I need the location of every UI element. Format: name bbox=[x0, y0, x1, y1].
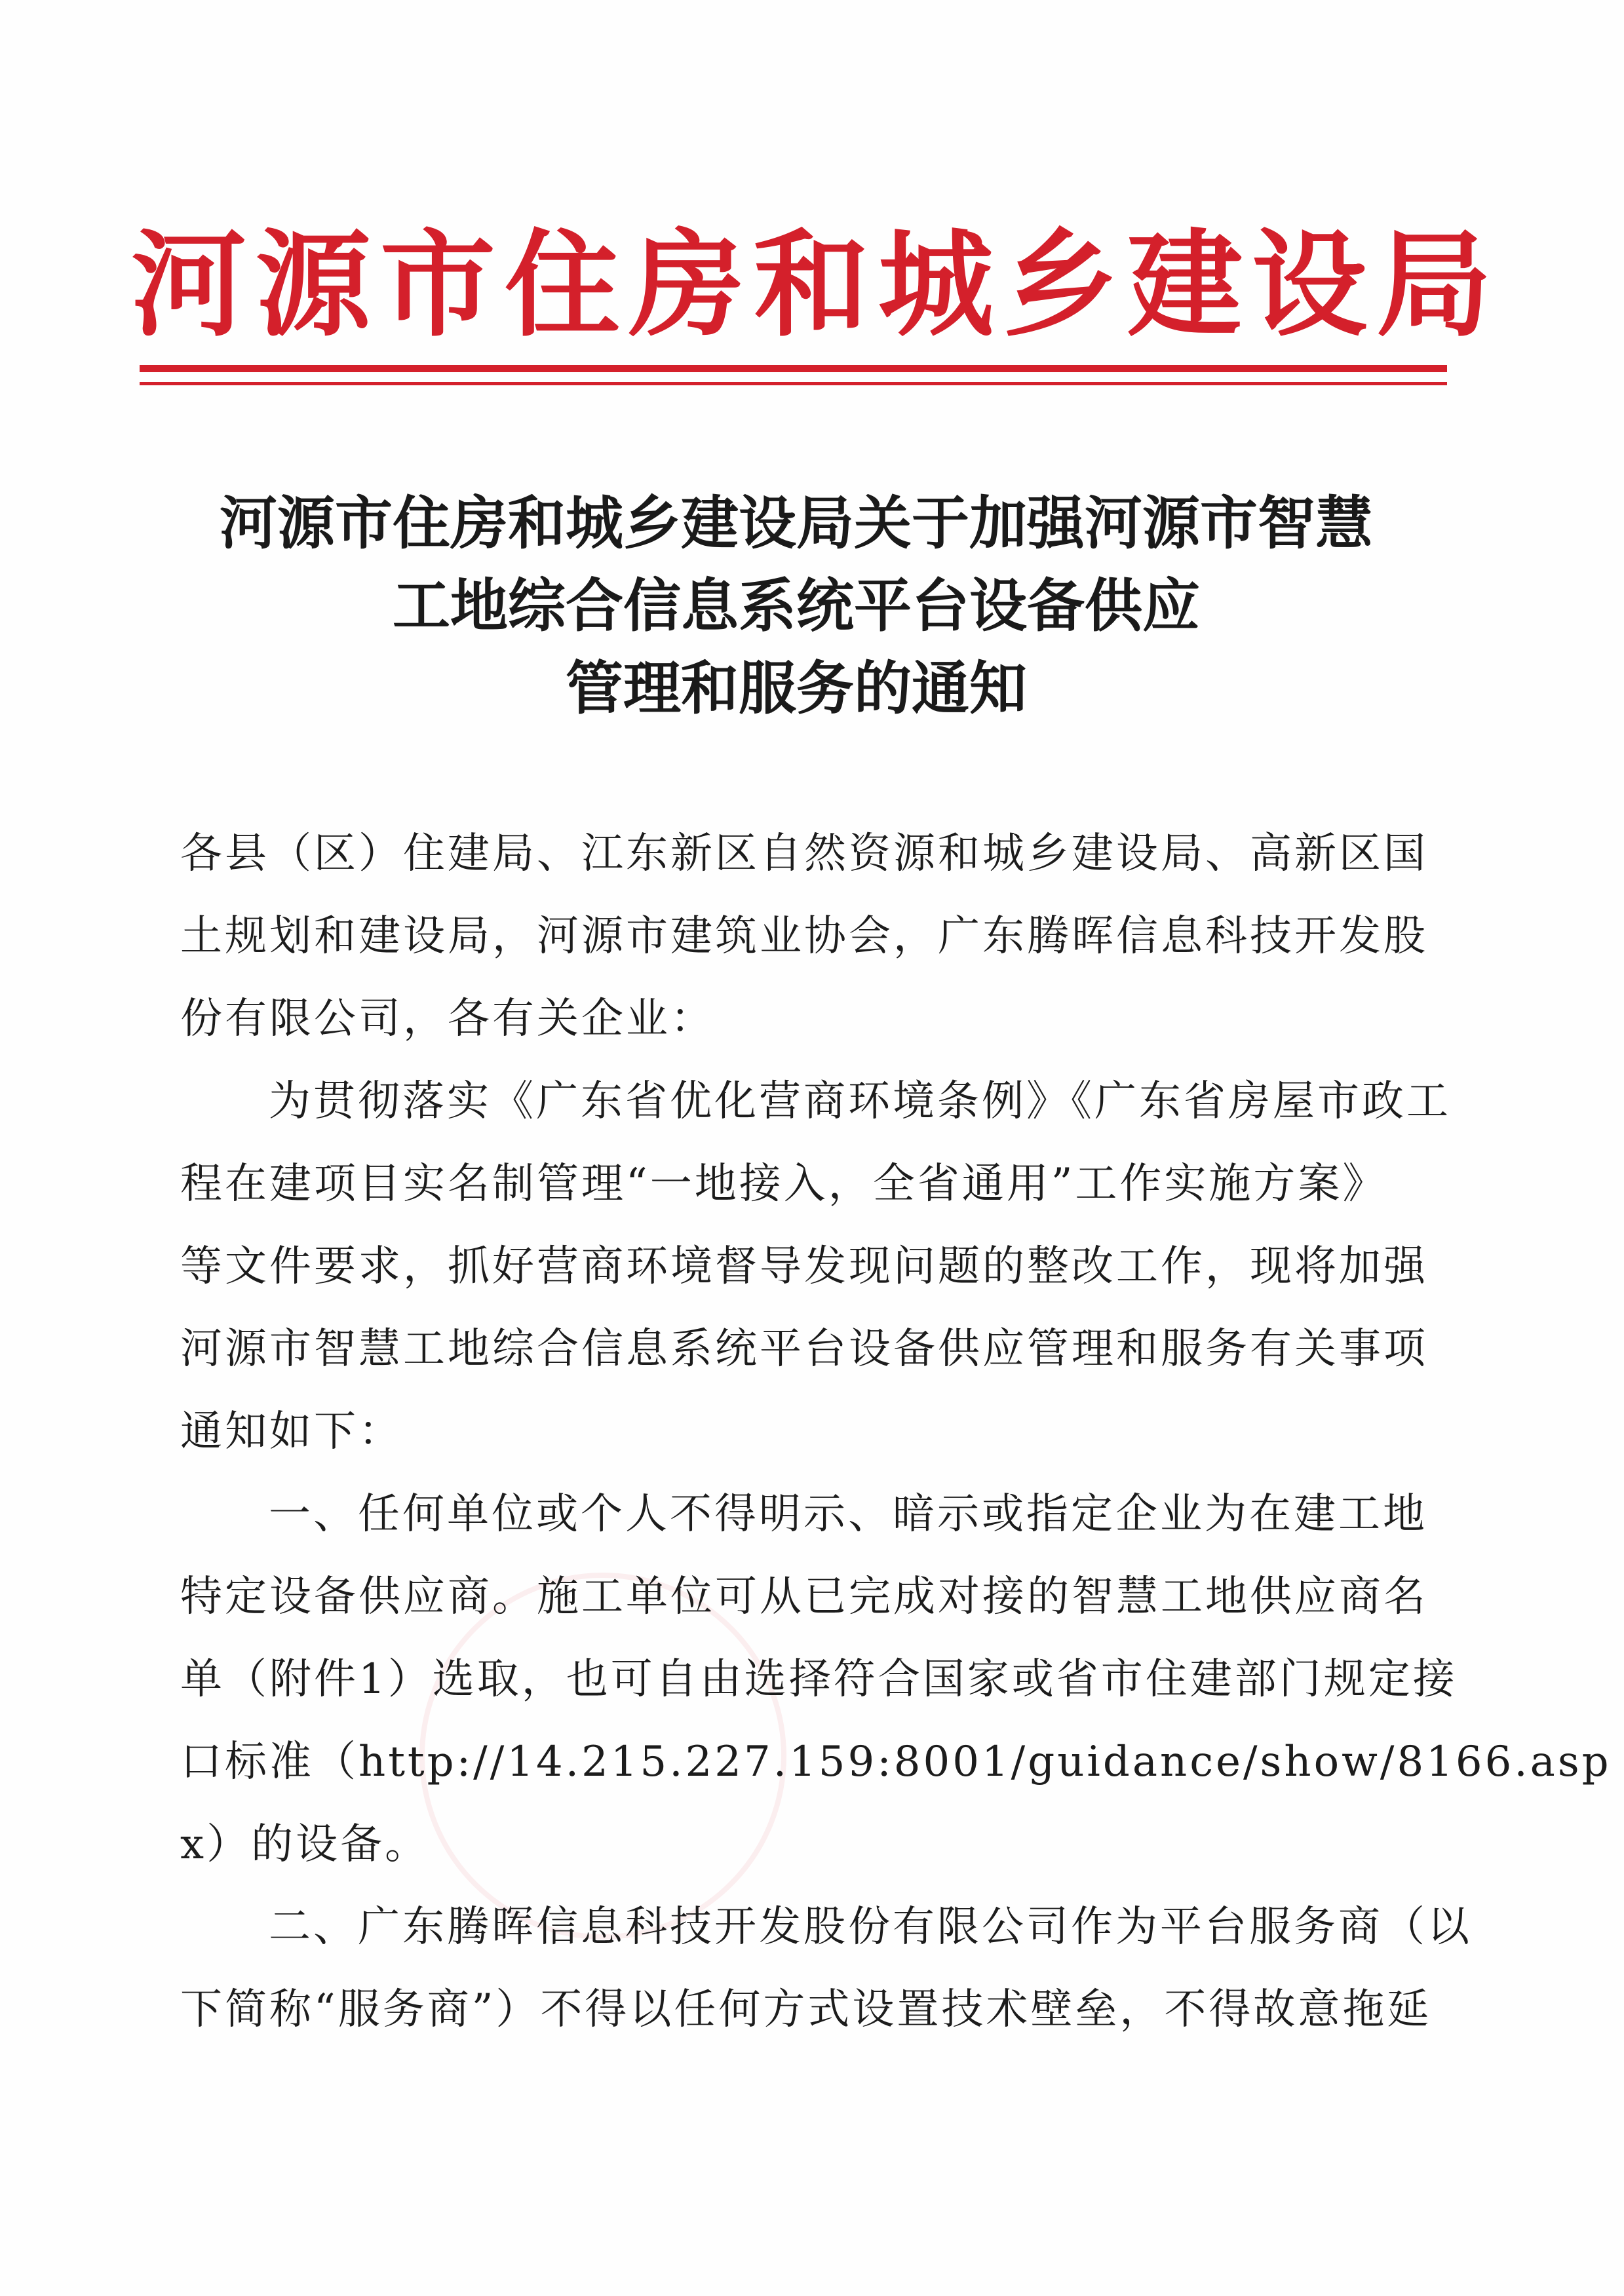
document-body bbox=[180, 813, 1612, 2051]
paragraph-line: 通知如下： bbox=[180, 1407, 403, 1456]
paragraph-line: 单（附件1）选取，也可自由选择符合国家或省市住建部门规定接 bbox=[180, 1655, 1458, 1704]
paragraph-line: 程在建项目实名制管理“一地接入，全省通用”工作实施方案》 bbox=[180, 1160, 1387, 1208]
paragraph-line: 特定设备供应商。施工单位可从已完成对接的智慧工地供应商名 bbox=[180, 1573, 1428, 1621]
paragraph-line: 下简称“服务商”）不得以任何方式设置技术壁垒，不得故意拖延 bbox=[180, 1985, 1432, 2034]
document-title-line: 河源市住房和城乡建设局关于加强河源市智慧 bbox=[219, 489, 1373, 557]
letterhead-rule-thick bbox=[140, 365, 1447, 372]
addressee-line: 份有限公司，各有关企业： bbox=[180, 995, 715, 1043]
document-title-line: 管理和服务的通知 bbox=[565, 654, 1027, 722]
paragraph-line: x）的设备。 bbox=[180, 1820, 430, 1869]
paragraph-line: 等文件要求，抓好营商环境督导发现问题的整改工作，现将加强 bbox=[180, 1242, 1428, 1291]
document-title-line: 工地综合信息系统平台设备供应 bbox=[392, 571, 1200, 640]
letterhead-title: 河源市住房和城乡建设局 bbox=[131, 217, 1501, 353]
paragraph-line: 为贯彻落实《广东省优化营商环境条例》《广东省房屋市政工 bbox=[269, 1077, 1451, 1126]
addressee-line: 土规划和建设局，河源市建筑业协会，广东腾晖信息科技开发股 bbox=[180, 912, 1428, 961]
paragraph-line: 河源市智慧工地综合信息系统平台设备供应管理和服务有关事项 bbox=[180, 1325, 1428, 1373]
document-title bbox=[144, 482, 1448, 729]
letterhead-rule-thin bbox=[140, 382, 1447, 385]
addressee-line: 各县（区）住建局、江东新区自然资源和城乡建设局、高新区国 bbox=[180, 830, 1428, 878]
paragraph-line: 口标准（http://14.215.227.159:8001/guidance/show/8166.asp bbox=[180, 1738, 1612, 1786]
paragraph-line: 二、广东腾晖信息科技开发股份有限公司作为平台服务商（以 bbox=[269, 1903, 1472, 1951]
paragraph-line: 一、任何单位或个人不得明示、暗示或指定企业为在建工地 bbox=[269, 1490, 1427, 1539]
